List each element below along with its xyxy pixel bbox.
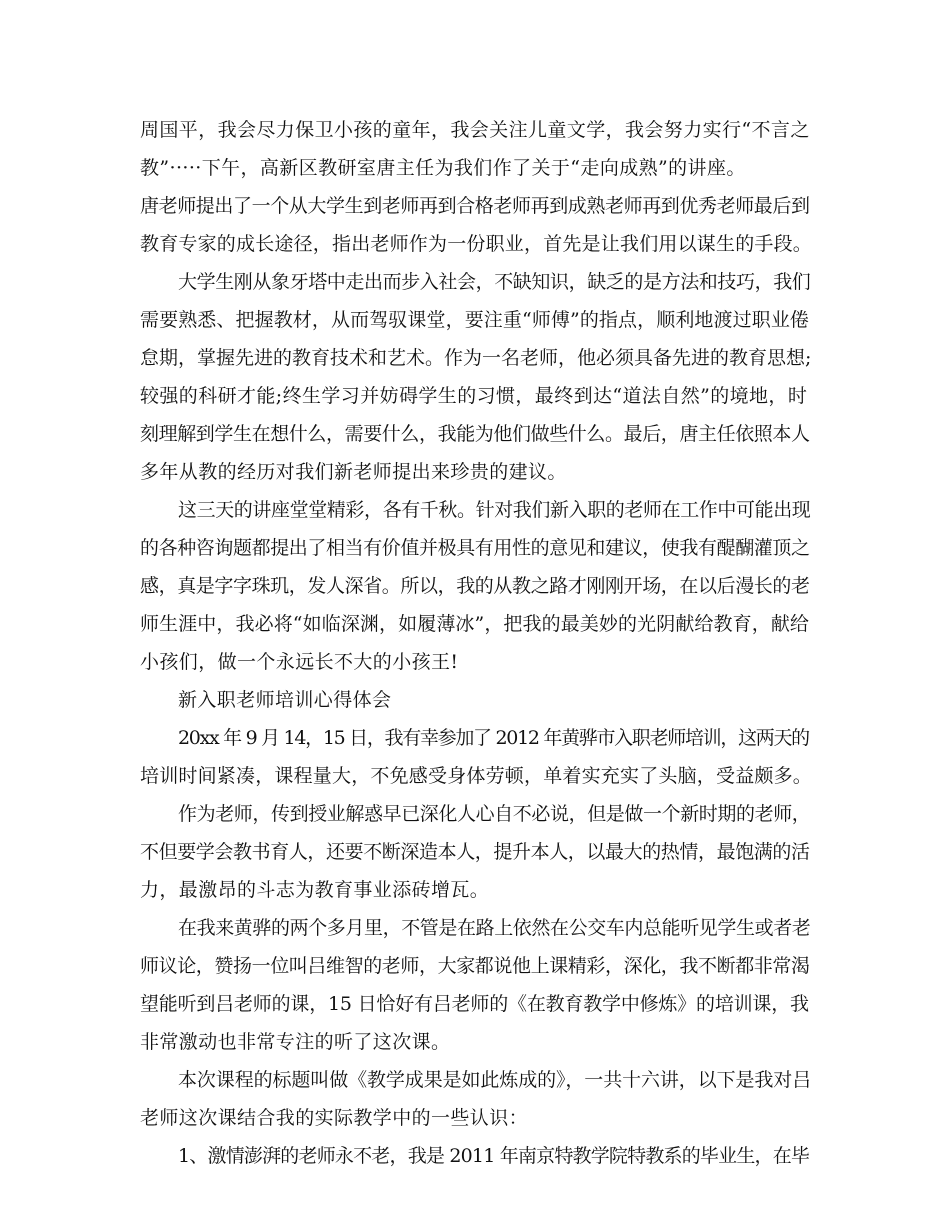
text-line: 教育专家的成长途径，指出老师作为一份职业，首先是让我们用以谋生的手段。 <box>140 233 813 255</box>
text-line: 师议论，赞扬一位叫吕维智的老师，大家都说他上课精彩，深化，我不断都非常渴 <box>140 955 810 977</box>
text-line: 周国平，我会尽力保卫小孩的童年，我会关注儿童文学，我会努力实行“不言之 <box>140 119 810 141</box>
text-line: 大学生刚从象牙塔中走出而步入社会，不缺知识，缺乏的是方法和技巧，我们 <box>178 271 811 293</box>
text-line: 在我来黄骅的两个多月里，不管是在路上依然在公交车内总能听见学生或者老 <box>178 917 811 939</box>
section-heading: 新入职老师培训心得体会 <box>178 689 392 711</box>
text-line: 师生涯中，我必将“如临深渊，如履薄冰”，把我的最美妙的光阴献给教育，献给 <box>140 613 810 635</box>
text-line: 望能听到吕老师的课，15 日恰好有吕老师的《在教育教学中修炼》的培训课，我 <box>140 993 809 1015</box>
text-line: 1、激情澎湃的老师永不老，我是 2011 年南京特教学院特教系的毕业生，在毕 <box>178 1145 810 1167</box>
text-line: 作为老师，传到授业解惑早已深化人心自不必说，但是做一个新时期的老师， <box>178 803 811 825</box>
text-line: 刻理解到学生在想什么，需要什么，我能为他们做些什么。最后，唐主任依照本人 <box>140 423 810 445</box>
text-line: 老师这次课结合我的实际教学中的一些认识： <box>140 1107 529 1129</box>
text-line: 感，真是字字珠玑，发人深省。所以，我的从教之路才刚刚开场，在以后漫长的老 <box>140 575 810 597</box>
text-line: 小孩们，做一个永远长不大的小孩王! <box>140 651 459 673</box>
text-line: 怠期，掌握先进的教育技术和艺术。作为一名老师，他必须具备先进的教育思想; <box>140 347 812 369</box>
text-line: 本次课程的标题叫做《教学成果是如此炼成的》，一共十六讲，以下是我对吕 <box>178 1069 812 1091</box>
text-line: 的各种咨询题都提出了相当有价值并极具有用性的意见和建议，使我有醍醐灌顶之 <box>140 537 810 559</box>
text-line: 20xx 年 9 月 14，15 日，我有幸参加了 2012 年黄骅市入职老师培训，这两天的 <box>178 727 809 749</box>
text-line: 培训时间紧凑，课程量大，不免感受身体劳顿，单着实充实了头脑，受益颇多。 <box>140 765 813 787</box>
text-line: 力，最激昂的斗志为教育事业添砖增瓦。 <box>140 879 490 901</box>
text-line: 多年从教的经历对我们新老师提出来珍贵的建议。 <box>140 461 567 483</box>
text-line: 教”·····下午，高新区教研室唐主任为我们作了关于“走向成熟”的讲座。 <box>140 157 746 179</box>
text-line: 唐老师提出了一个从大学生到老师再到合格老师再到成熟老师再到优秀老师最后到 <box>140 195 810 217</box>
text-line: 较强的科研才能;终生学习并妨碍学生的习惯，最终到达“道法自然”的境地，时 <box>140 385 808 407</box>
text-line: 非常激动也非常专注的听了这次课。 <box>140 1031 451 1053</box>
text-line: 需要熟悉、把握教材，从而驾驭课堂，要注重“师傅”的指点，顺利地渡过职业倦 <box>140 309 810 331</box>
text-line: 不但要学会教书育人，还要不断深造本人，提升本人，以最大的热情，最饱满的活 <box>140 841 810 863</box>
text-line: 这三天的讲座堂堂精彩，各有千秋。针对我们新入职的老师在工作中可能出现 <box>178 499 811 521</box>
